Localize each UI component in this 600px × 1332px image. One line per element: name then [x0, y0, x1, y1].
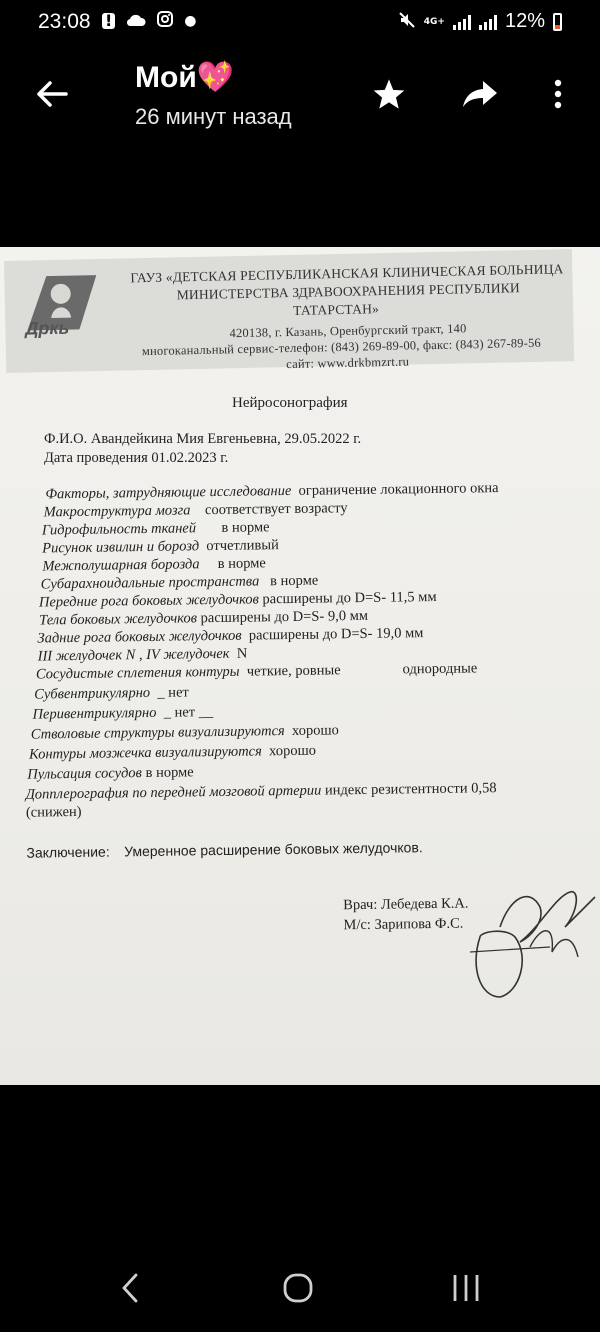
- finding-extra: однородные: [402, 660, 478, 678]
- finding-value: ограничение локационного окна: [298, 480, 499, 499]
- conclusion-label: Заключение:: [26, 843, 110, 861]
- signal-icon-1: [453, 14, 471, 30]
- finding-label: Межполушарная борозда: [42, 556, 200, 575]
- org-name-line-1: ГАУЗ «ДЕТСКАЯ РЕСПУБЛИКАНСКАЯ КЛИНИЧЕСКАЯ БОЛЬНИЦА: [130, 261, 564, 286]
- finding-value: _ нет: [157, 684, 189, 701]
- finding-value: (снижен): [25, 803, 82, 821]
- document-title: Нейросонография: [232, 395, 348, 411]
- nurse-name: М/с: Зарипова Ф.С.: [343, 915, 464, 934]
- finding-label: Макроструктура мозга: [43, 502, 191, 521]
- finding-label: III желудочек N , IV желудочек: [37, 645, 230, 665]
- star-icon: [372, 78, 406, 110]
- finding-label: Передние рога боковых желудочков: [38, 591, 259, 611]
- finding-value: четкие, ровные: [246, 662, 341, 680]
- finding-value: _ нет __: [163, 704, 214, 721]
- chevron-left-icon: [120, 1272, 140, 1304]
- finding-value: хорошо: [268, 742, 317, 760]
- nav-recents-button[interactable]: [436, 1268, 496, 1308]
- finding-value: в норме: [145, 764, 194, 782]
- chat-title: Мой💖: [135, 61, 235, 94]
- document-photo[interactable]: [0, 247, 600, 1085]
- more-vert-icon: [554, 79, 562, 109]
- conclusion-text: Умеренное расширение боковых желудочков.: [124, 839, 423, 860]
- finding-label: Пульсация сосудов: [27, 765, 143, 783]
- finding-label: Контуры мозжечка визуализируются: [28, 743, 262, 763]
- app-bar: [0, 46, 600, 150]
- finding-value: соответствует возрасту: [204, 500, 348, 519]
- signal-icon-2: [479, 14, 497, 30]
- patient-name: Ф.И.О. Авандейкина Мия Евгеньевна, 29.05.2022 г.: [44, 431, 362, 447]
- battery-icon: [553, 13, 562, 31]
- finding-label: Гидрофильность тканей: [41, 520, 197, 539]
- cloud-icon: [126, 12, 146, 31]
- mute-icon: [398, 11, 416, 33]
- home-icon: [282, 1272, 314, 1304]
- finding-label: Субвентрикулярно: [34, 684, 151, 703]
- back-button[interactable]: [30, 72, 74, 116]
- finding-value: отчетливый: [206, 537, 279, 555]
- recents-icon: [451, 1272, 481, 1304]
- finding-label: Субарахноидальные пространства: [40, 573, 260, 593]
- logo-text: Дркь: [25, 317, 70, 339]
- battery-percent: 12%: [504, 10, 545, 32]
- exam-date: Дата проведения 01.02.2023 г.: [44, 450, 229, 466]
- finding-value: индекс резистентности 0,58: [324, 780, 497, 799]
- finding-label: Тела боковых желудочков: [39, 610, 198, 629]
- share-icon: [461, 79, 499, 109]
- finding-value: расширены до D=S- 9,0 мм: [200, 607, 369, 627]
- finding-label: Перивентрикулярно: [32, 704, 157, 723]
- last-seen-subtitle: 26 минут назад: [135, 104, 292, 129]
- doctor-name: Врач: Лебедева К.А.: [343, 895, 469, 914]
- alert-icon: !: [102, 13, 115, 29]
- finding-label: Сосудистые сплетения контуры: [35, 663, 240, 683]
- org-website: сайт: www.drkbmzrt.ru: [286, 354, 410, 372]
- dot-icon: ●: [184, 13, 197, 29]
- org-name-line-2: МИНИСТЕРСТВА ЗДРАВООХРАНЕНИЯ РЕСПУБЛИКИ: [176, 280, 521, 303]
- system-icons: [398, 10, 562, 33]
- finding-value: расширены до D=S- 19,0 мм: [248, 625, 424, 644]
- finding-value: N: [236, 645, 248, 662]
- finding-label: Стволовые структуры визуализируются: [30, 723, 285, 743]
- instagram-icon: [157, 11, 173, 31]
- finding-value: в норме: [221, 519, 270, 536]
- handwritten-signature: [460, 867, 600, 1007]
- org-address: 420138, г. Казань, Оренбургский тракт, 140: [229, 321, 467, 341]
- finding-value: хорошо: [291, 722, 339, 739]
- more-options-button[interactable]: [536, 72, 580, 116]
- finding-label: Допплерография по передней мозговой артерии: [25, 782, 322, 803]
- star-button[interactable]: [367, 72, 411, 116]
- notification-icons: [102, 11, 197, 31]
- navigation-bar: [0, 1240, 600, 1332]
- arrow-left-icon: [36, 80, 68, 108]
- finding-value: в норме: [270, 572, 319, 590]
- finding-value: расширены до D=S- 11,5 мм: [262, 588, 437, 608]
- finding-label: Факторы, затрудняющие исследование: [45, 482, 292, 503]
- finding-value: в норме: [217, 555, 266, 572]
- finding-label: Задние рога боковых желудочков: [37, 627, 242, 647]
- nav-home-button[interactable]: [268, 1268, 328, 1308]
- share-button[interactable]: [458, 72, 502, 116]
- org-name-line-3: ТАТАРСТАН»: [292, 301, 380, 318]
- nav-back-button[interactable]: [100, 1268, 160, 1308]
- status-bar: [0, 0, 600, 46]
- org-phone: многоканальный сервис-телефон: (843) 269-89-00, факс: (843) 267-89-56: [141, 335, 542, 359]
- document-body: [0, 247, 600, 1085]
- network-type: 4G+: [423, 16, 445, 27]
- status-time: 23:08: [38, 10, 91, 33]
- finding-label: Рисунок извилин и борозд: [42, 538, 200, 557]
